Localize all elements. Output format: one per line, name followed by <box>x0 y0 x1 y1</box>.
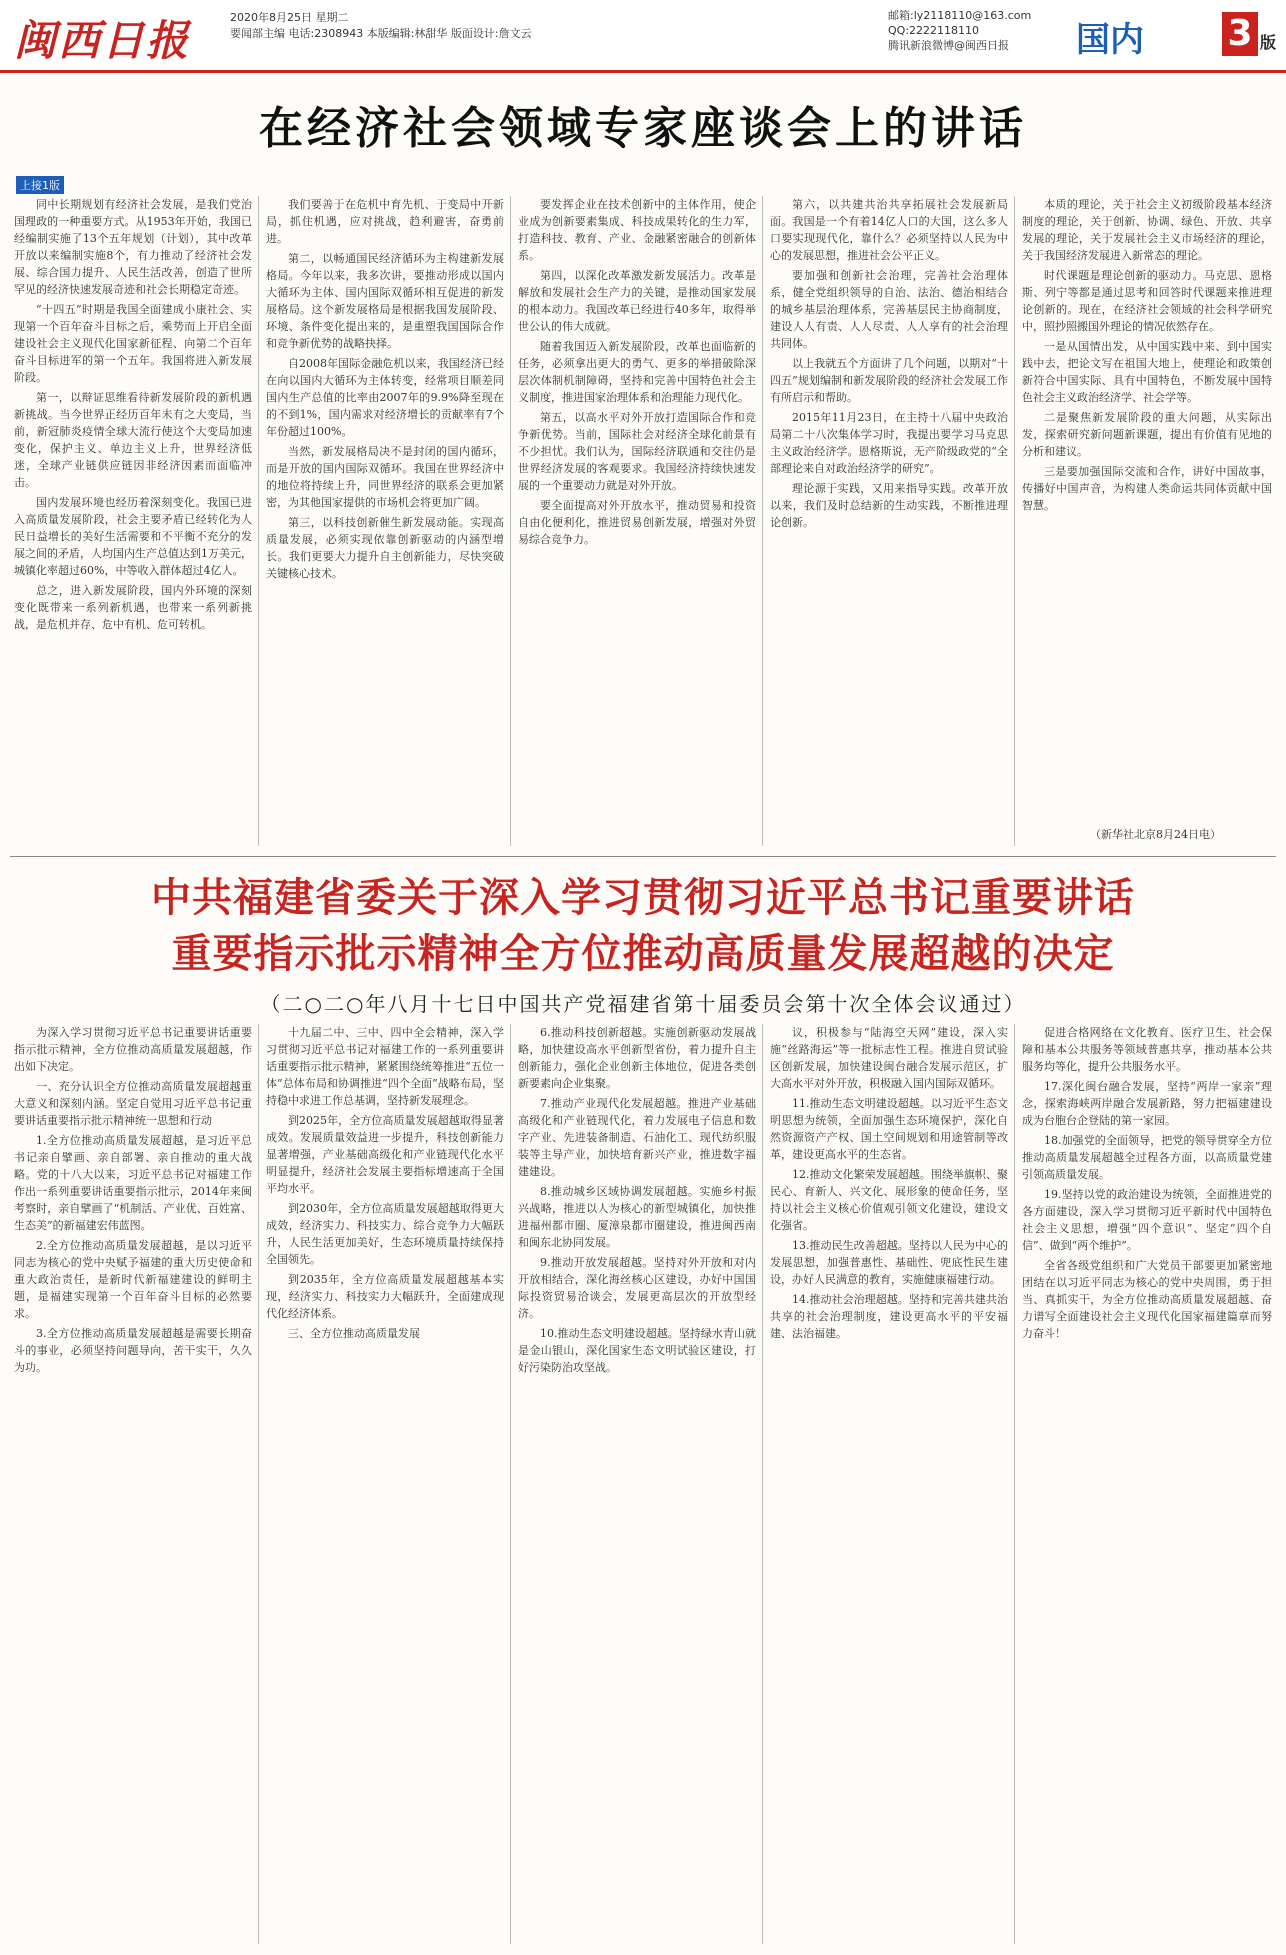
paragraph: 国内发展环境也经历着深刻变化。我国已进入高质量发展阶段，社会主要矛盾已经转化为人民日益增长的美好生活需要和不平衡不充分的发展之间的矛盾，人均国内生产总值达到1万美元，城镇化率超过60%，中等收入群体超过4亿人。 <box>14 496 252 577</box>
paragraph: 第三，以科技创新催生新发展动能。实现高质量发展，必须实现依靠创新驱动的内涵型增长。我们更要大力提升自主创新能力，尽快突破关键核心技术。 <box>266 516 504 580</box>
paragraph: 随着我国迈入新发展阶段，改革也面临新的任务，必须拿出更大的勇气、更多的举措破除深层次体制机制障碍，坚持和完善中国特色社会主义制度，推进国家治理体系和治理能力现代化。 <box>518 340 756 404</box>
paragraph: 要发挥企业在技术创新中的主体作用，使企业成为创新要素集成、科技成果转化的生力军，打造科技、教育、产业、金融紧密融合的创新体系。 <box>518 198 756 262</box>
article2-headline-line-1: 中共福建省委关于深入学习贯彻习近平总书记重要讲话 <box>151 875 1135 921</box>
paragraph: 自2008年国际金融危机以来，我国经济已经在向以国内大循环为主体转变，经常项目顺差同国内生产总值的比率由2007年的9.9%降至现在的不到1%，国内需求对经济增长的贡献率有7个年份超过100%。 <box>266 357 504 438</box>
page-number-badge: 3 <box>1222 12 1258 56</box>
qq-contact: QQ:2222118110 <box>888 24 980 37</box>
section-label: 国内 <box>1076 20 1144 60</box>
paragraph: “十四五”时期是我国全面建成小康社会、实现第一个百年奋斗目标之后，乘势而上开启全面建设社会主义现代化国家新征程、向第二个百年奋斗目标进军的第一个五年。我国将进入新发展阶段。 <box>14 303 252 384</box>
paragraph: 11.推动生态文明建设超越。以习近平生态文明思想为统领，全面加强生态环境保护，深化自然资源资产产权、国土空间规划和用途管制等改革，建设更高水平的生态省。 <box>770 1097 1008 1161</box>
paragraph: 理论源于实践，又用来指导实践。改革开放以来，我们及时总结新的生动实践，不断推进理论创新。 <box>770 482 1008 529</box>
section-divider <box>10 856 1276 857</box>
column-rule <box>258 196 259 846</box>
article1-column-3 <box>518 196 756 846</box>
weibo-contact: 腾讯新浪微博@闽西日报 <box>888 39 1009 52</box>
column-rule <box>1014 196 1015 846</box>
article2-column-4 <box>770 1024 1008 1944</box>
paragraph: 当然，新发展格局决不是封闭的国内循环，而是开放的国内国际双循环。我国在世界经济中的地位将持续上升，同世界经济的联系会更加紧密，为其他国家提供的市场机会将更加广阔。 <box>266 445 504 509</box>
paragraph: 我们要善于在危机中育先机、于变局中开新局，抓住机遇，应对挑战，趋利避害，奋勇前进。 <box>266 198 504 245</box>
article2-headline-line-2: 重要指示批示精神全方位推动高质量发展超越的决定 <box>171 931 1115 977</box>
paragraph: 二是聚焦新发展阶段的重大问题，从实际出发，探索研究新问题新课题，提出有价值有见地的分析和建议。 <box>1022 411 1272 458</box>
paragraph: 10.推动生态文明建设超越。坚持绿水青山就是金山银山，深化国家生态文明试验区建设，打好污染防治攻坚战。 <box>518 1327 756 1374</box>
issue-info <box>230 10 532 42</box>
article2-column-5 <box>1022 1024 1272 1944</box>
paragraph: 7.推动产业现代化发展超越。推进产业基础高级化和产业链现代化，着力发展电子信息和数字产业、先进装备制造、石油化工、现代纺织服装等主导产业，加快培育新兴产业，推进数字福建建设。 <box>518 1097 756 1178</box>
article2-column-3 <box>518 1024 756 1944</box>
paragraph: 2015年11月23日，在主持十八届中央政治局第二十八次集体学习时，我提出要学习马克思主义政治经济学。恩格斯说，无产阶级政党的“全部理论来自对政治经济学的研究”。 <box>770 411 1008 475</box>
paragraph: 要加强和创新社会治理，完善社会治理体系，健全党组织领导的自治、法治、德治相结合的城乡基层治理体系，完善基层民主协商制度，建设人人有责、人人尽责、人人享有的社会治理共同体。 <box>770 269 1008 350</box>
article1-column-5 <box>1022 196 1272 822</box>
contact-info <box>888 8 1031 53</box>
paragraph: 促进合格网络在文化教育、医疗卫生、社会保障和基本公共服务等领域普惠共享，推动基本公共服务均等化，提升公共服务水平。 <box>1022 1026 1272 1073</box>
column-rule <box>762 196 763 846</box>
article2-column-2 <box>266 1024 504 1944</box>
column-rule <box>1014 1024 1015 1944</box>
paragraph: 全省各级党组织和广大党员干部要更加紧密地团结在以习近平同志为核心的党中央周围，勇于担当、真抓实干，为全方位推动高质量发展超越、奋力谱写全面建设社会主义现代化国家福建篇章而努力奋斗！ <box>1022 1259 1272 1340</box>
paragraph: 19.坚持以党的政治建设为统领，全面推进党的各方面建设，深入学习贯彻习近平新时代中国特色社会主义思想，增强“四个意识”、坚定“四个自信”、做到“两个维护”。 <box>1022 1188 1272 1252</box>
paragraph: 17.深化闽台融合发展，坚持“两岸一家亲”理念，探索海峡两岸融合发展新路，努力把福建建设成为台胞台企登陆的第一家园。 <box>1022 1080 1272 1127</box>
paragraph: 到2035年，全方位高质量发展超越基本实现，经济实力、科技实力大幅跃升，全面建成现代化经济体系。 <box>266 1273 504 1320</box>
paragraph: 三是要加强国际交流和合作，讲好中国故事，传播好中国声音，为构建人类命运共同体贡献中国智慧。 <box>1022 465 1272 512</box>
paragraph: 6.推动科技创新超越。实施创新驱动发展战略，加快建设高水平创新型省份，着力提升自主创新能力，强化企业创新主体地位，促进各类创新要素向企业集聚。 <box>518 1026 756 1090</box>
article2-headline <box>0 870 1286 982</box>
email-contact: 邮箱:ly2118110@163.com <box>888 9 1032 22</box>
paragraph: 1.全方位推动高质量发展超越，是习近平总书记亲自擘画、亲自部署、亲自推动的重大战略。党的十八大以来，习近平总书记对福建工作作出一系列重要讲话重要指示批示，2014年来闽考察时，亲自擘画了“机制活、产业优、百姓富、生态美”的新福建宏伟蓝图。 <box>14 1134 252 1232</box>
paragraph: 第五，以高水平对外开放打造国际合作和竞争新优势。当前，国际社会对经济全球化前景有不少担忧。我们认为，国际经济联通和交往仍是世界经济发展的客观要求。我国经济持续快速发展的一个重要动力就是对外开放。 <box>518 411 756 492</box>
paragraph: 到2025年，全方位高质量发展超越取得显著成效。发展质量效益进一步提升，科技创新能力显著增强，产业基础高级化和产业链现代化水平明显提升，经济社会发展主要指标增速高于全国平均水平。 <box>266 1114 504 1195</box>
article1-sign-off: （新华社北京8月24日电） <box>1090 828 1221 841</box>
paragraph: 8.推动城乡区域协调发展超越。实施乡村振兴战略，推进以人为核心的新型城镇化，加快推进福州都市圈、厦漳泉都市圈建设，推进闽西南和闽东北协同发展。 <box>518 1185 756 1249</box>
paragraph: 到2030年，全方位高质量发展超越取得更大成效，经济实力、科技实力、综合竞争力大幅跃升，人民生活更加美好，生态环境质量持续保持全国领先。 <box>266 1202 504 1266</box>
paragraph: 一是从国情出发，从中国实践中来、到中国实践中去，把论文写在祖国大地上，使理论和政策创新符合中国实际、具有中国特色，不断发展中国特色社会主义政治经济学、社会学等。 <box>1022 340 1272 404</box>
paragraph: 总之，进入新发展阶段，国内外环境的深刻变化既带来一系列新机遇，也带来一系列新挑战，是危机并存、危中有机、危可转机。 <box>14 584 252 631</box>
article1-headline: 在经济社会领域专家座谈会上的讲话 <box>259 103 1027 154</box>
paragraph: 13.推动民生改善超越。坚持以人民为中心的发展思想，加强普惠性、基础性、兜底性民生建设，办好人民满意的教育，实施健康福建行动。 <box>770 1239 1008 1286</box>
page-unit: 版 <box>1260 33 1277 52</box>
article2-column-1 <box>14 1024 252 1944</box>
paragraph: 时代课题是理论创新的驱动力。马克思、恩格斯、列宁等都是通过思考和回答时代课题来推进理论创新的。现在，在经济社会领域的社会科学研究中，照抄照搬国外理论的情况依然存在。 <box>1022 269 1272 333</box>
paragraph: 9.推动开放发展超越。坚持对外开放和对内开放相结合，深化海丝核心区建设，办好中国国际投资贸易洽谈会，发展更高层次的开放型经济。 <box>518 1256 756 1320</box>
paragraph: 议，积极参与“陆海空天网”建设，深入实施“丝路海运”等一批标志性工程。推进自贸试验区创新发展，加快建设闽台融合发展示范区，扩大高水平对外开放，积极融入国内国际双循环。 <box>770 1026 1008 1090</box>
paragraph: 以上我就五个方面讲了几个问题，以期对“十四五”规划编制和新发展阶段的经济社会发展工作有所启示和帮助。 <box>770 357 1008 404</box>
paragraph: 同中长期规划有经济社会发展，是我们党治国理政的一种重要方式。从1953年开始，我国已经编制实施了13个五年规划（计划），其中改革开放以来编制实施8个，有力推动了经济社会发展、综合国力提升、人民生活改善，创造了世所罕见的经济快速发展奇迹和社会长期稳定奇迹。 <box>14 198 252 296</box>
article1-column-4 <box>770 196 1008 846</box>
article2-subhead: （二○二○年八月十七日中国共产党福建省第十届委员会第十次全体会议通过） <box>260 992 1026 1016</box>
paragraph: 十九届二中、三中、四中全会精神，深入学习贯彻习近平总书记对福建工作的一系列重要讲话重要指示批示精神，紧紧围绕统筹推进“五位一体”总体布局和协调推进“四个全面”战略布局，坚持稳中求进工作总基调，坚持新发展理念。 <box>266 1026 504 1107</box>
paragraph: 三、全方位推动高质量发展 <box>288 1327 420 1340</box>
issue-date: 2020年8月25日 星期二 <box>230 11 349 24</box>
paragraph: 本质的理论，关于社会主义初级阶段基本经济制度的理论，关于创新、协调、绿色、开放、共享发展的理论，关于发展社会主义市场经济的理论，关于我国经济发展进入新常态的理论。 <box>1022 198 1272 262</box>
paragraph: 第二，以畅通国民经济循环为主构建新发展格局。今年以来，我多次讲，要推动形成以国内大循环为主体、国内国际双循环相互促进的新发展格局。这个新发展格局是根据我国发展阶段、环境、条件变化提出来的，是重塑我国国际合作和竞争新优势的战略抉择。 <box>266 252 504 350</box>
column-rule <box>258 1024 259 1944</box>
paragraph: 12.推动文化繁荣发展超越。围绕举旗帜、聚民心、育新人、兴文化、展形象的使命任务，坚持以社会主义核心价值观引领文化建设，建设文化强省。 <box>770 1168 1008 1232</box>
continued-tag: 上接1版 <box>16 176 64 194</box>
paragraph: 14.推动社会治理超越。坚持和完善共建共治共享的社会治理制度，建设更高水平的平安福建、法治福建。 <box>770 1293 1008 1340</box>
paragraph: 为深入学习贯彻习近平总书记重要讲话重要指示批示精神，全方位推动高质量发展超越，作出如下决定。 <box>14 1026 252 1073</box>
column-rule <box>762 1024 763 1944</box>
article1-column-2 <box>266 196 504 846</box>
editor-line: 要闻部主编 电话:2308943 本版编辑:林甜华 版面设计:詹文云 <box>230 27 532 40</box>
article1-column-1 <box>14 196 252 846</box>
paragraph: 18.加强党的全面领导，把党的领导贯穿全方位推动高质量发展超越全过程各方面，以高质量党建引领高质量发展。 <box>1022 1134 1272 1181</box>
masthead <box>0 0 1286 73</box>
newspaper-logo: 闽西日报 <box>14 16 191 65</box>
paragraph: 第一，以辩证思维看待新发展阶段的新机遇新挑战。当今世界正经历百年未有之大变局，当前，新冠肺炎疫情全球大流行使这个大变局加速变化，保护主义、单边主义上升，世界经济低迷，全球产业链供应链因非经济因素而面临冲击。 <box>14 391 252 489</box>
column-rule <box>510 1024 511 1944</box>
column-rule <box>510 196 511 846</box>
paragraph: 第四，以深化改革激发新发展活力。改革是解放和发展社会生产力的关键，是推动国家发展的根本动力。我国改革已经进行40多年，取得举世公认的伟大成就。 <box>518 269 756 333</box>
paragraph: 第六，以共建共治共享拓展社会发展新局面。我国是一个有着14亿人口的大国，这么多人口要实现现代化，靠什么？必须坚持以人民为中心的发展思想，推进社会公平正义。 <box>770 198 1008 262</box>
paragraph: 要全面提高对外开放水平，推动贸易和投资自由化便利化，推进贸易创新发展，增强对外贸易综合竞争力。 <box>518 499 756 546</box>
paragraph: 一、充分认识全方位推动高质量发展超越重大意义和深刻内涵。坚定自觉用习近平总书记重要讲话重要指示批示精神统一思想和行动 <box>14 1080 252 1127</box>
paragraph: 3.全方位推动高质量发展超越是需要长期奋斗的事业，必须坚持问题导向，苦干实干，久久为功。 <box>14 1327 252 1374</box>
paragraph: 2.全方位推动高质量发展超越，是以习近平同志为核心的党中央赋予福建的重大历史使命和重大政治责任，是新时代新福建建设的鲜明主题，是福建实现第一个百年奋斗目标的必然要求。 <box>14 1239 252 1320</box>
